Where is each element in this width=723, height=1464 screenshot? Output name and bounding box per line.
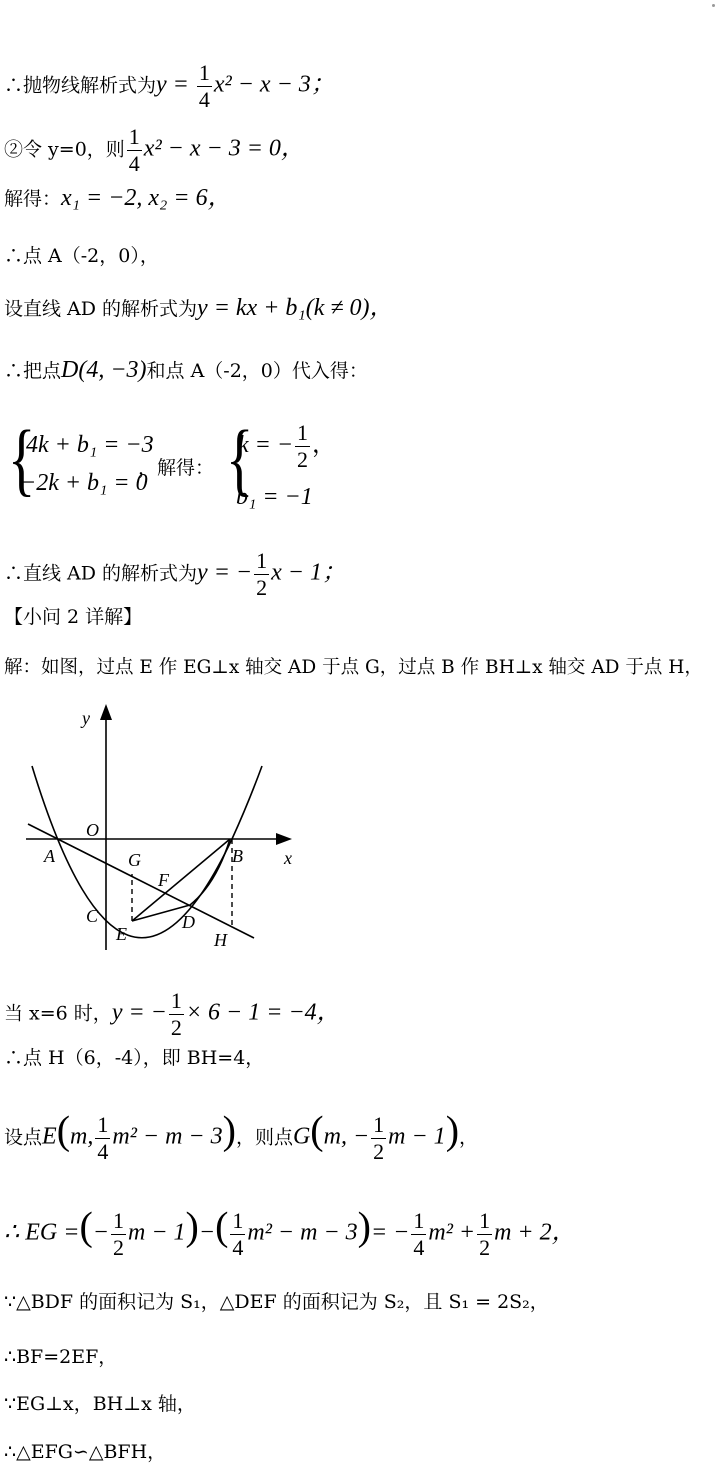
fraction: $\frac{1}{4}$ (232, 1208, 244, 1260)
segment-be (132, 839, 230, 921)
section-heading: 【小问 2 详解】 (4, 606, 143, 628)
x-axis-arrow (276, 833, 292, 845)
line-set-y-zero: ②令 y=0，则 $\frac{1}{4}$ x² − x − 3 = 0， (4, 124, 305, 176)
label-c: C (86, 906, 99, 926)
line-bf-2ef: ∴BF=2EF， (4, 1346, 118, 1368)
label-f: F (158, 870, 169, 890)
brace-right: { (225, 413, 254, 504)
fraction: $\frac{1}{4}$ (413, 1208, 425, 1260)
fraction: $\frac{1}{2}$ (479, 1208, 491, 1260)
label-x: x (284, 848, 292, 868)
line-point-h: ∴点 H（6，-4），即 BH=4， (4, 1047, 265, 1069)
line-ad (28, 824, 254, 938)
line-ad-result: ∴直线 AD 的解析式为y = − $\frac{1}{2}$ x − 1； (4, 548, 346, 600)
fraction: $\frac{1}{2}$ (170, 988, 182, 1040)
label-e: E (116, 924, 127, 944)
fraction: $\frac{1}{2}$ (373, 1112, 385, 1164)
line-set-e-g: 设点E(m, $\frac{1}{4}$ m² − m − 3)，则点G(m, − $\frac{1}{2}$ m − 1)， (4, 1107, 479, 1164)
label-o: O (86, 820, 99, 840)
line-when-x-6: 当 x=6 时，y = − $\frac{1}{2}$ × 6 − 1 = −4， (4, 988, 341, 1040)
fraction: $\frac{1}{4}$ (198, 60, 210, 112)
line-substitute: ∴把点D(4, −3)和点 A（-2，0）代入得： (4, 357, 368, 383)
line-roots: 解得：x₁ = −2, x₂ = 6， (4, 185, 232, 211)
line-point-a: ∴点 A（-2，0）， (4, 245, 159, 267)
segment-db (190, 839, 230, 905)
label-b: B (232, 846, 243, 866)
label-h: H (214, 930, 227, 950)
y-axis-arrow (100, 704, 112, 720)
brace-left: { (7, 413, 36, 504)
solve-label: ，解得： (138, 457, 215, 479)
fraction: $\frac{1}{4}$ (97, 1112, 109, 1164)
parabola (32, 766, 262, 938)
label-d: D (182, 912, 195, 932)
label-g: G (128, 850, 141, 870)
line-eg-length: ∴ EG =(− $\frac{1}{2}$ m − 1)−( $\frac{1}{4}$ m² − m − 3)= − $\frac{1}{4}$ m² + $\frac{1}{2}$ m + 2， (4, 1203, 576, 1260)
fraction: $\frac{1}{2}$ (297, 420, 309, 472)
line-perpendicular: ∵EG⊥x，BH⊥x 轴， (4, 1393, 196, 1415)
label-a: A (44, 846, 55, 866)
fraction: $\frac{1}{2}$ (113, 1208, 124, 1260)
corner-dot (712, 4, 715, 7)
line-similar: ∴△EFG∽△BFH， (4, 1441, 167, 1463)
fraction: $\frac{1}{2}$ (256, 548, 268, 600)
line-construction: 解：如图，过点 E 作 EG⊥x 轴交 AD 于点 G，过点 B 作 BH⊥x 轴交 AD 于点 H， (4, 657, 703, 678)
line-area-relation: ∵△BDF 的面积记为 S₁，△DEF 的面积记为 S₂，且 S₁ = 2S₂， (4, 1291, 549, 1313)
fraction: $\frac{1}{4}$ (128, 124, 140, 176)
label-y: y (82, 708, 90, 728)
line-parabola-expression: ∴抛物线解析式为y = $\frac{1}{4}$ x² − x − 3； (4, 60, 335, 112)
geometry-figure (20, 700, 300, 960)
line-ad-form: 设直线 AD 的解析式为y = kx + b₁(k ≠ 0)， (4, 295, 394, 321)
